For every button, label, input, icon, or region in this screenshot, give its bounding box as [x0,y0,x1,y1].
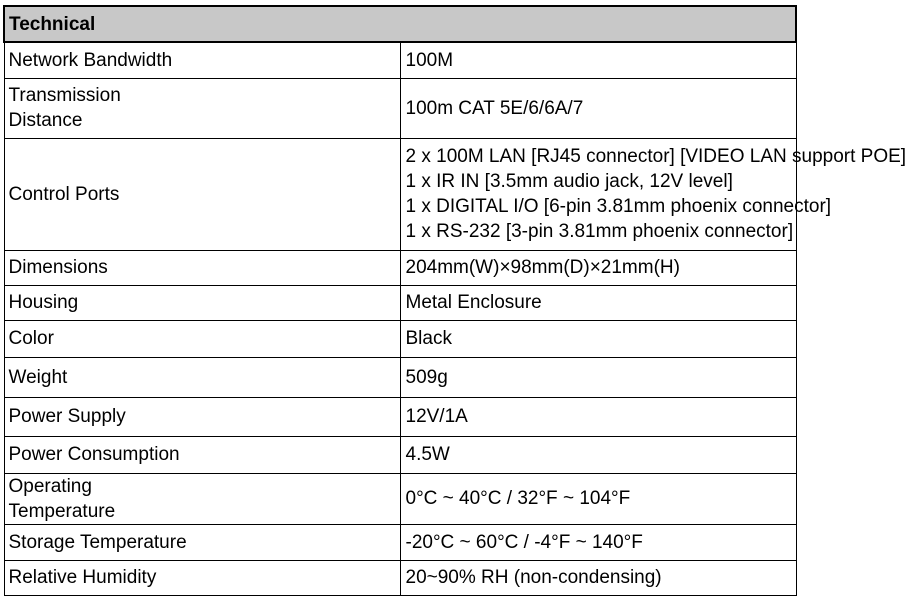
table-row [4,138,796,250]
spec-label: Transmission [8,85,121,106]
spec-label-cell [4,524,400,560]
table-row [4,78,796,138]
spec-value-cell [400,357,796,397]
spec-value-cell [400,560,796,595]
spec-value: 204mm(W)×98mm(D)×21mm(H) [405,257,680,278]
spec-label: Operating [8,475,92,497]
technical-spec-table [3,5,906,596]
table-row [4,436,796,473]
table-row [4,473,796,524]
spec-value: 12V/1A [405,406,468,427]
spec-value-cell [400,436,796,473]
spec-value: 1 x IR IN [3.5mm audio jack, 12V level] [405,171,733,192]
spec-label-cell [4,78,400,138]
table-row [4,42,796,78]
spec-label: Color [8,328,54,349]
spec-label: Dimensions [8,257,108,278]
table-row [4,320,796,357]
spec-value: 20~90% RH (non-condensing) [405,567,662,588]
spec-label-cell [4,320,400,357]
spec-value: 1 x DIGITAL I/O [6-pin 3.81mm phoenix connector] [405,196,832,217]
spec-value: -20°C ~ 60°C / -4°F ~ 140°F [405,531,643,553]
spec-label: Power Supply [8,406,126,427]
spec-label-cell [4,560,400,595]
spec-label: Network Bandwidth [8,49,173,71]
spec-label-cell [4,42,400,78]
spec-label: Distance [8,110,83,131]
table-header-row [4,6,796,42]
spec-label-cell [4,436,400,473]
spec-value: Metal Enclosure [405,292,542,313]
spec-label: Temperature [8,500,116,522]
spec-value-cell [400,285,796,320]
spec-value: 100M [405,49,454,71]
table-row [4,560,796,595]
spec-label: Power Consumption [8,444,180,465]
table-row [4,397,796,436]
table-row [4,524,796,560]
spec-label-cell [4,397,400,436]
spec-label-cell [4,473,400,524]
spec-rows [4,42,906,595]
spec-value: 0°C ~ 40°C / 32°F ~ 104°F [405,488,631,509]
spec-label-cell [4,285,400,320]
spec-label-cell [4,357,400,397]
spec-label: Weight [8,366,68,388]
spec-label: Relative Humidity [8,567,157,588]
spec-value: 1 x RS-232 [3-pin 3.81mm phoenix connector] [405,221,794,242]
spec-value-cell [400,397,796,436]
spec-label-cell [4,138,400,250]
spec-value: 2 x 100M LAN [RJ45 connector] [VIDEO LAN support POE] [405,146,906,167]
table-row [4,357,796,397]
table-row [4,250,796,285]
spec-value-cell [400,250,796,285]
spec-label: Control Ports [8,183,120,205]
table-row [4,285,796,320]
spec-value-cell [400,138,906,250]
spec-value: Black [405,328,452,349]
section-title: Technical [4,6,796,42]
spec-value: 4.5W [405,444,450,465]
spec-label-cell [4,250,400,285]
spec-value-cell [400,320,796,357]
spec-value-cell [400,524,796,560]
spec-value-cell [400,473,796,524]
spec-label: Storage Temperature [8,531,187,553]
spec-value: 509g [405,366,448,388]
spec-value-cell [400,42,796,78]
spec-value: 100m CAT 5E/6/6A/7 [405,97,584,119]
spec-value-cell [400,78,796,138]
spec-label: Housing [8,292,79,313]
